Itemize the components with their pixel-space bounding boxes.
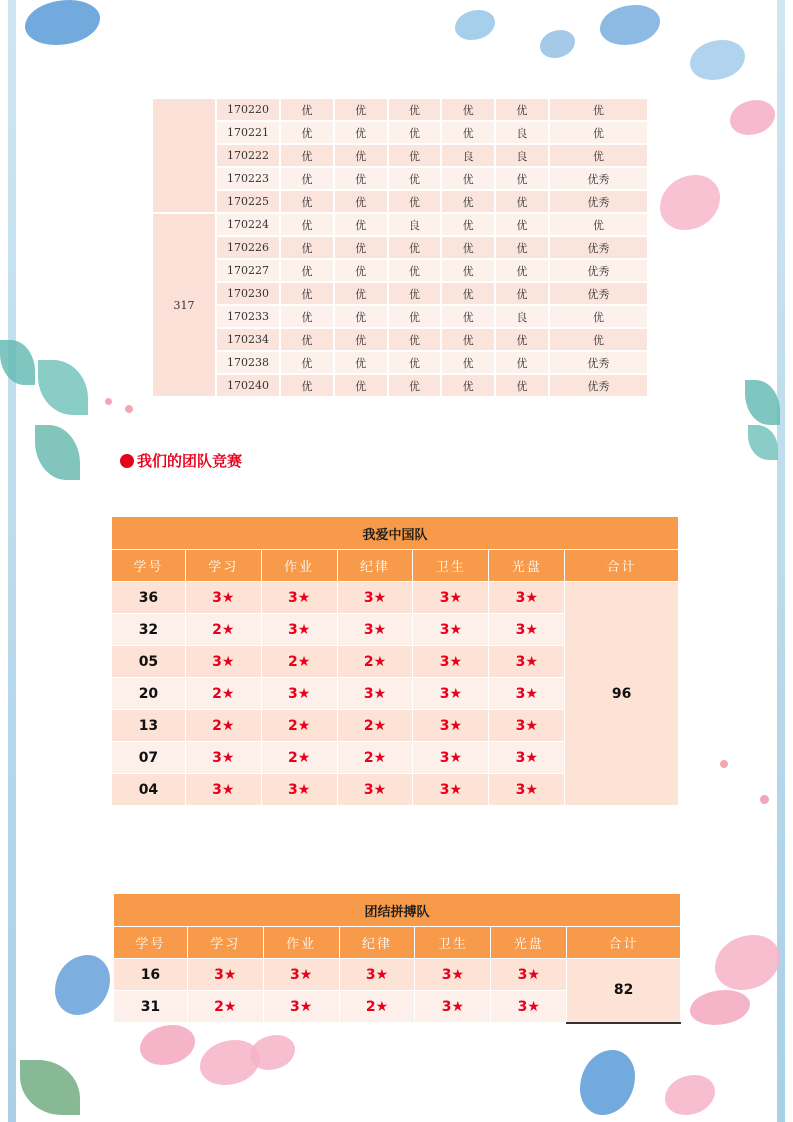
star-score: 3★ (489, 710, 565, 742)
student-id-cell: 170220 (216, 98, 280, 121)
section-title-text: 我们的团队竞赛 (137, 452, 243, 470)
column-header: 光盘 (491, 927, 567, 959)
team-total: 96 (565, 582, 679, 806)
grade-cell: 优秀 (549, 374, 648, 397)
star-score: 3★ (261, 774, 337, 806)
star-score: 3★ (337, 678, 413, 710)
grade-cell: 优 (441, 121, 495, 144)
team-name-row (114, 894, 681, 927)
grade-cell: 优 (441, 213, 495, 236)
grade-cell: 优 (441, 305, 495, 328)
star-score: 3★ (489, 646, 565, 678)
grade-cell: 优 (495, 351, 549, 374)
student-id: 04 (112, 774, 186, 806)
team-name: 团结拼搏队 (114, 894, 681, 927)
star-score: 2★ (261, 710, 337, 742)
grade-cell: 良 (388, 213, 442, 236)
student-id-cell: 170230 (216, 282, 280, 305)
star-score: 3★ (413, 774, 489, 806)
grade-cell: 优 (334, 282, 388, 305)
bullet-dot-icon (120, 454, 134, 468)
star-score: 2★ (337, 710, 413, 742)
grade-cell: 优 (549, 121, 648, 144)
grade-cell: 优 (280, 167, 334, 190)
student-id: 32 (112, 614, 186, 646)
column-header: 学号 (112, 550, 186, 582)
star-score: 3★ (413, 646, 489, 678)
column-header: 光盘 (489, 550, 565, 582)
grade-cell: 优 (334, 374, 388, 397)
star-score: 3★ (413, 742, 489, 774)
grade-cell: 良 (441, 144, 495, 167)
grade-cell: 优 (280, 144, 334, 167)
grade-cell: 优秀 (549, 351, 648, 374)
grade-cell: 优 (280, 282, 334, 305)
grade-cell: 优 (549, 305, 648, 328)
team-header-row (112, 550, 679, 582)
star-score: 3★ (413, 678, 489, 710)
student-id-cell: 170240 (216, 374, 280, 397)
grade-cell: 优 (388, 259, 442, 282)
grade-cell: 优 (334, 236, 388, 259)
grade-cell: 优 (388, 167, 442, 190)
grade-cell: 良 (495, 305, 549, 328)
student-id-cell: 170222 (216, 144, 280, 167)
grade-cell: 优 (388, 305, 442, 328)
butterfly-top-left (25, 0, 100, 45)
score-row (152, 121, 648, 144)
student-id-cell: 170238 (216, 351, 280, 374)
star-score: 3★ (263, 991, 339, 1023)
column-header: 学号 (114, 927, 188, 959)
score-row (152, 374, 648, 397)
star-score: 3★ (415, 959, 491, 991)
grade-cell: 优秀 (549, 236, 648, 259)
class-number-cell (152, 98, 216, 213)
section-title (120, 450, 242, 471)
grade-cell: 优秀 (549, 167, 648, 190)
student-id-cell: 170226 (216, 236, 280, 259)
star-score: 3★ (261, 582, 337, 614)
student-id: 36 (112, 582, 186, 614)
grade-cell: 优 (334, 167, 388, 190)
student-id-cell: 170221 (216, 121, 280, 144)
score-row (152, 98, 648, 121)
grade-cell: 优 (280, 98, 334, 121)
grade-cell: 优秀 (549, 259, 648, 282)
grade-cell: 优 (495, 259, 549, 282)
star-score: 3★ (185, 742, 261, 774)
grade-cell: 优 (441, 236, 495, 259)
score-row (152, 328, 648, 351)
team-header-row (114, 927, 681, 959)
star-score: 3★ (337, 774, 413, 806)
column-header: 合计 (565, 550, 679, 582)
grade-cell: 良 (495, 144, 549, 167)
grade-cell: 优 (549, 328, 648, 351)
column-header: 作业 (263, 927, 339, 959)
star-score: 3★ (489, 678, 565, 710)
class-score-table (151, 97, 649, 398)
score-row (152, 282, 648, 305)
grade-cell: 优 (280, 305, 334, 328)
left-frame-bar (8, 0, 16, 1122)
grade-cell: 优 (334, 351, 388, 374)
grade-cell: 优 (495, 213, 549, 236)
star-score: 3★ (489, 742, 565, 774)
grade-cell: 优秀 (549, 282, 648, 305)
team-row (112, 582, 679, 614)
star-score: 3★ (263, 959, 339, 991)
star-score: 2★ (185, 710, 261, 742)
grade-cell: 优 (334, 328, 388, 351)
star-score: 2★ (337, 646, 413, 678)
grade-cell: 优 (388, 282, 442, 305)
star-score: 2★ (261, 742, 337, 774)
grade-cell: 优 (495, 282, 549, 305)
student-id-cell: 170227 (216, 259, 280, 282)
grade-cell: 优 (441, 259, 495, 282)
grade-cell: 优 (495, 374, 549, 397)
score-row (152, 305, 648, 328)
star-score: 3★ (491, 991, 567, 1023)
student-id: 07 (112, 742, 186, 774)
grade-cell: 优 (441, 190, 495, 213)
grade-cell: 优 (280, 328, 334, 351)
grade-cell: 优 (388, 144, 442, 167)
grade-cell: 优 (388, 374, 442, 397)
team-total: 82 (567, 959, 681, 1023)
star-score: 3★ (415, 991, 491, 1023)
grade-cell: 优 (549, 98, 648, 121)
star-score: 3★ (413, 614, 489, 646)
column-header: 学习 (185, 550, 261, 582)
column-header: 卫生 (413, 550, 489, 582)
student-id-cell: 170233 (216, 305, 280, 328)
star-score: 3★ (337, 614, 413, 646)
star-score: 3★ (489, 614, 565, 646)
star-score: 3★ (187, 959, 263, 991)
grade-cell: 优 (441, 351, 495, 374)
student-id-cell: 170225 (216, 190, 280, 213)
column-header: 卫生 (415, 927, 491, 959)
student-id-cell: 170234 (216, 328, 280, 351)
star-score: 3★ (261, 678, 337, 710)
class-number-cell: 317 (152, 213, 216, 397)
grade-cell: 优 (334, 213, 388, 236)
grade-cell: 优 (549, 213, 648, 236)
score-row (152, 236, 648, 259)
column-header: 纪律 (337, 550, 413, 582)
grade-cell: 优 (280, 374, 334, 397)
star-score: 2★ (261, 646, 337, 678)
grade-cell: 优 (388, 121, 442, 144)
grade-cell: 优 (388, 98, 442, 121)
star-score: 3★ (185, 646, 261, 678)
star-score: 2★ (339, 991, 415, 1023)
star-score: 2★ (185, 614, 261, 646)
star-score: 3★ (185, 582, 261, 614)
star-score: 3★ (489, 774, 565, 806)
grade-cell: 优秀 (549, 190, 648, 213)
star-score: 3★ (339, 959, 415, 991)
grade-cell: 优 (388, 351, 442, 374)
star-score: 3★ (491, 959, 567, 991)
column-header: 学习 (187, 927, 263, 959)
star-score: 2★ (337, 742, 413, 774)
score-row (152, 213, 648, 236)
grade-cell: 优 (441, 374, 495, 397)
grade-cell: 良 (495, 121, 549, 144)
star-score: 3★ (413, 582, 489, 614)
grade-cell: 优 (280, 259, 334, 282)
star-score: 3★ (413, 710, 489, 742)
team-table-1 (111, 516, 679, 806)
grade-cell: 优 (388, 190, 442, 213)
column-header: 作业 (261, 550, 337, 582)
student-id: 16 (114, 959, 188, 991)
grade-cell: 优 (441, 167, 495, 190)
team-row (114, 959, 681, 991)
team-table-2 (113, 893, 681, 1024)
grade-cell: 优 (441, 328, 495, 351)
grade-cell: 优 (441, 98, 495, 121)
team-name-row (112, 517, 679, 550)
star-score: 2★ (185, 678, 261, 710)
star-score: 3★ (337, 582, 413, 614)
student-id: 31 (114, 991, 188, 1023)
student-id: 13 (112, 710, 186, 742)
grade-cell: 优 (334, 121, 388, 144)
grade-cell: 优 (495, 98, 549, 121)
team-name: 我爱中国队 (112, 517, 679, 550)
grade-cell: 优 (388, 328, 442, 351)
score-row (152, 351, 648, 374)
column-header: 合计 (567, 927, 681, 959)
grade-cell: 优 (441, 282, 495, 305)
star-score: 3★ (489, 582, 565, 614)
grade-cell: 优 (334, 144, 388, 167)
star-score: 3★ (261, 614, 337, 646)
star-score: 2★ (187, 991, 263, 1023)
score-row (152, 259, 648, 282)
score-row (152, 144, 648, 167)
score-row (152, 190, 648, 213)
grade-cell: 优 (495, 167, 549, 190)
star-score: 3★ (185, 774, 261, 806)
grade-cell: 优 (280, 190, 334, 213)
grade-cell: 优 (334, 305, 388, 328)
grade-cell: 优 (334, 190, 388, 213)
student-id-cell: 170223 (216, 167, 280, 190)
grade-cell: 优 (495, 328, 549, 351)
grade-cell: 优 (280, 351, 334, 374)
column-header: 纪律 (339, 927, 415, 959)
grade-cell: 优 (280, 236, 334, 259)
grade-cell: 优 (388, 236, 442, 259)
student-id-cell: 170224 (216, 213, 280, 236)
grade-cell: 优 (549, 144, 648, 167)
grade-cell: 优 (495, 190, 549, 213)
student-id: 20 (112, 678, 186, 710)
grade-cell: 优 (280, 121, 334, 144)
grade-cell: 优 (334, 259, 388, 282)
student-id: 05 (112, 646, 186, 678)
grade-cell: 优 (495, 236, 549, 259)
score-row (152, 167, 648, 190)
grade-cell: 优 (280, 213, 334, 236)
grade-cell: 优 (334, 98, 388, 121)
